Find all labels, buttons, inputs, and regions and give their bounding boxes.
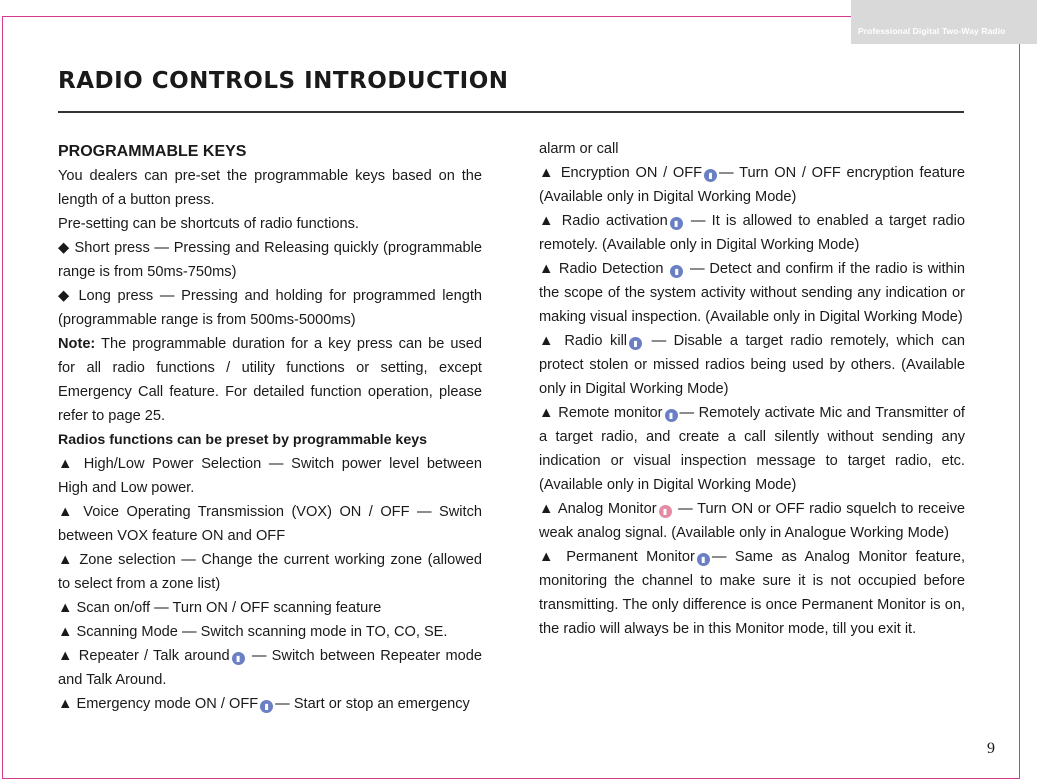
list-item <box>539 161 965 209</box>
header-tab <box>851 0 1037 44</box>
item-text: — Disable a target radio remotely, which can protect stolen or missed radios being used by others. (Available only in Digital Working Mode) <box>539 333 965 397</box>
right-column <box>539 137 965 641</box>
item-text: — Same as Analog Monitor feature, monitoring the channel to make sure it is not occupied before transmitting. The only difference is once Permanent Monitor is on, the radio will always be in this Monitor mode, till you exit it. <box>539 549 965 637</box>
list-item: ▲ Voice Operating Transmission (VOX) ON / OFF — Switch between VOX feature ON and OFF <box>58 504 482 544</box>
header-tab-text: Professional Digital Two-Way Radio <box>858 26 1006 36</box>
item-label: ▲ Radio kill <box>539 333 628 349</box>
list-item: ▲ High/Low Power Selection — Switch power level between High and Low power. <box>58 456 482 496</box>
item-label: ▲ Remote monitor <box>539 405 663 421</box>
sub-heading: Radios functions can be preset by programmable keys <box>58 432 427 448</box>
paragraph-long-press: ◆ Long press — Pressing and holding for programmed length (programmable range is from 500ms-5000ms) <box>58 288 482 328</box>
page-number: 9 <box>987 740 995 757</box>
list-item <box>539 497 965 545</box>
list-item <box>539 209 965 257</box>
item-text: — Switch between Repeater mode and Talk Around. <box>58 648 482 688</box>
item-label: ▲ Repeater / Talk around <box>58 648 230 664</box>
key-icon: ▮ <box>629 337 642 350</box>
list-item: ▲ Zone selection — Change the current working zone (allowed to select from a zone list) <box>58 552 482 592</box>
list-item <box>539 257 965 329</box>
list-item <box>58 692 482 716</box>
item-label: ▲ Radio Detection <box>539 261 664 277</box>
note-text: The programmable duration for a key press can be used for all radio functions / utility functions or setting, except Emergency Call feature. For detailed function operation, please refer to page 25. <box>58 336 482 424</box>
section-heading: PROGRAMMABLE KEYS <box>58 143 247 160</box>
paragraph-presetting: Pre-setting can be shortcuts of radio functions. <box>58 216 359 232</box>
item-text: — It is allowed to enabled a target radio remotely. (Available only in Digital Working Mode) <box>539 213 965 253</box>
note-label: Note: <box>58 336 96 352</box>
title-divider <box>58 111 964 113</box>
key-icon: ▮ <box>659 505 672 518</box>
list-item: ▲ Scanning Mode — Switch scanning mode in TO, CO, SE. <box>58 624 448 640</box>
item-text: — Start or stop an emergency <box>275 696 470 712</box>
continued-text: alarm or call <box>539 141 619 157</box>
item-text: — Turn ON / OFF encryption feature (Available only in Digital Working Mode) <box>539 165 965 205</box>
left-column <box>58 140 482 716</box>
item-label: ▲ Analog Monitor <box>539 501 657 517</box>
list-item: ▲ Scan on/off — Turn ON / OFF scanning feature <box>58 600 382 616</box>
item-text: — Detect and confirm if the radio is within the scope of the system activity without sending any indication or making visual inspection. (Available only in Digital Working Mode) <box>539 261 966 325</box>
list-item <box>58 644 482 692</box>
key-icon: ▮ <box>670 217 683 230</box>
paragraph-intro: You dealers can pre-set the programmable keys based on the length of a button press. <box>58 168 482 208</box>
list-item <box>539 545 965 641</box>
paragraph-note <box>58 332 482 428</box>
page-title: RADIO CONTROLS INTRODUCTION <box>58 68 509 94</box>
key-icon: ▮ <box>232 652 245 665</box>
item-text: — Turn ON or OFF radio squelch to receive weak analog signal. (Available only in Analogue Working Mode) <box>539 501 965 541</box>
paragraph-short-press: ◆ Short press — Pressing and Releasing quickly (programmable range is from 50ms-750ms) <box>58 240 482 280</box>
item-label: ▲ Radio activation <box>539 213 668 229</box>
list-item <box>539 329 965 401</box>
item-text: — Remotely activate Mic and Transmitter of a target radio, and create a call silently without sending any indication or visual inspection message to target radio, etc. (Available only in Digital Working Mode) <box>539 405 965 493</box>
key-icon: ▮ <box>704 169 717 182</box>
key-icon: ▮ <box>670 265 683 278</box>
item-label: ▲ Permanent Monitor <box>539 549 695 565</box>
key-icon: ▮ <box>260 700 273 713</box>
key-icon: ▮ <box>665 409 678 422</box>
list-item <box>539 401 965 497</box>
item-label: ▲ Encryption ON / OFF <box>539 165 703 181</box>
item-label: ▲ Emergency mode ON / OFF <box>58 696 259 712</box>
key-icon: ▮ <box>697 553 710 566</box>
